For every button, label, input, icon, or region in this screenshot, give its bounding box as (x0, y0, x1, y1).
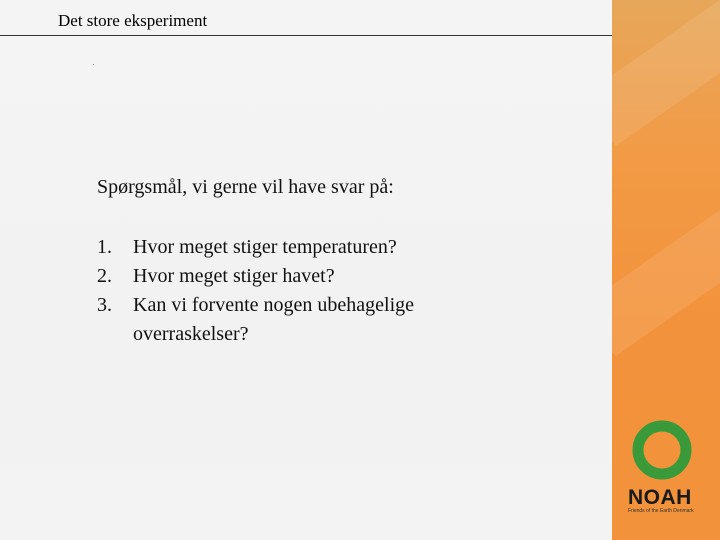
slide-header-title: Det store eksperiment (58, 11, 208, 30)
questions-list (97, 233, 517, 349)
logo-ring-icon (630, 418, 694, 482)
logo-tagline: Friends of the Earth Denmark (628, 508, 694, 514)
list-item (97, 262, 517, 291)
header-divider (0, 35, 612, 36)
list-item-text: Kan vi forvente nogen ubehagelige overraskelser? (133, 294, 415, 345)
list-item-text: Hvor meget stiger temperaturen? (133, 236, 397, 258)
noah-logo (624, 418, 708, 518)
logo-wordmark: NOAH (628, 486, 692, 509)
decorative-stripe (612, 204, 720, 356)
list-item-number: 2. (97, 265, 112, 287)
list-item-number: 1. (97, 236, 112, 258)
list-item-text: Hvor meget stiger havet? (133, 265, 335, 287)
list-item (97, 291, 517, 349)
list-item (97, 233, 517, 262)
stray-dot (93, 64, 94, 65)
questions-heading: Spørgsmål, vi gerne vil have svar på: (97, 176, 394, 198)
list-item-number: 3. (97, 294, 112, 316)
decorative-stripe (612, 0, 720, 146)
